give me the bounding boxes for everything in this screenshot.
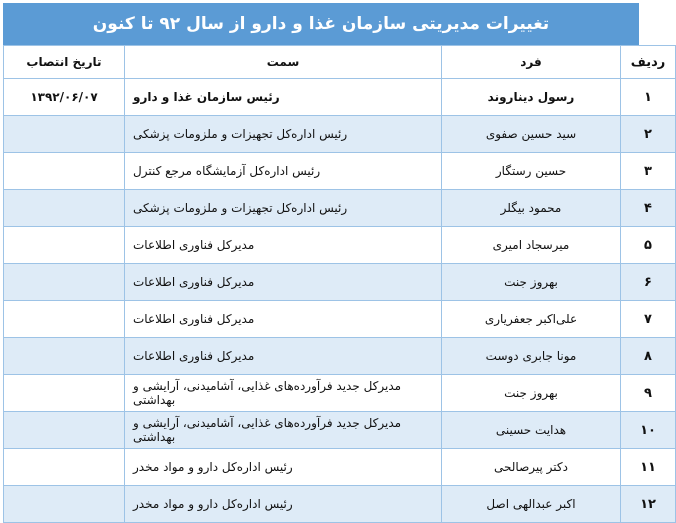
row-role: رئیس اداره‌کل آزمایشگاه مرجع کنترل	[125, 153, 442, 190]
row-role: مدیرکل فناوری اطلاعات	[125, 301, 442, 338]
row-role: مدیرکل فناوری اطلاعات	[125, 264, 442, 301]
table-title: تغییرات مدیریتی سازمان غذا و دارو از سال ۹۲ تا کنون	[3, 3, 639, 45]
row-person: علی‌اکبر جعفریاری	[442, 301, 621, 338]
row-role: رئیس اداره‌کل تجهیزات و ملزومات پزشکی	[125, 116, 442, 153]
row-person: دکتر پیرصالحی	[442, 449, 621, 486]
header-date: تاریخ انتصاب	[4, 46, 125, 79]
row-num: ۹	[621, 375, 676, 412]
row-person: میرسجاد امیری	[442, 227, 621, 264]
row-date	[4, 449, 125, 486]
row-role: مدیرکل جدید فرآورده‌های غذایی، آشامیدنی، آرایشی و بهداشتی	[125, 412, 442, 449]
row-role: رئیس اداره‌کل دارو و مواد مخدر	[125, 449, 442, 486]
row-role: رئیس سازمان غذا و دارو	[125, 79, 442, 116]
table-row	[4, 486, 676, 523]
row-person: رسول دیناروند	[442, 79, 621, 116]
table-row	[4, 375, 676, 412]
row-date	[4, 412, 125, 449]
row-role: مدیرکل جدید فرآورده‌های غذایی، آشامیدنی، آرایشی و بهداشتی	[125, 375, 442, 412]
row-num: ۷	[621, 301, 676, 338]
row-date	[4, 338, 125, 375]
row-role: رئیس اداره‌کل تجهیزات و ملزومات پزشکی	[125, 190, 442, 227]
table-row	[4, 301, 676, 338]
row-num: ۵	[621, 227, 676, 264]
row-role: مدیرکل فناوری اطلاعات	[125, 338, 442, 375]
row-date	[4, 375, 125, 412]
row-date: ۱۳۹۲/۰۶/۰۷	[4, 79, 125, 116]
table-row	[4, 153, 676, 190]
table-row	[4, 116, 676, 153]
row-date	[4, 227, 125, 264]
row-person: بهروز جنت	[442, 264, 621, 301]
row-date	[4, 153, 125, 190]
management-changes-table	[3, 45, 676, 523]
header-num: ردیف	[621, 46, 676, 79]
row-num: ۴	[621, 190, 676, 227]
header-row	[4, 46, 676, 79]
row-role: رئیس اداره‌کل دارو و مواد مخدر	[125, 486, 442, 523]
row-num: ۲	[621, 116, 676, 153]
row-num: ۶	[621, 264, 676, 301]
table-row	[4, 190, 676, 227]
row-num: ۱۲	[621, 486, 676, 523]
row-num: ۱۰	[621, 412, 676, 449]
table-row	[4, 338, 676, 375]
table-row	[4, 264, 676, 301]
row-person: سید حسین صفوی	[442, 116, 621, 153]
row-person: بهروز جنت	[442, 375, 621, 412]
row-date	[4, 190, 125, 227]
row-role: مدیرکل فناوری اطلاعات	[125, 227, 442, 264]
table-row	[4, 412, 676, 449]
header-person: فرد	[442, 46, 621, 79]
row-num: ۳	[621, 153, 676, 190]
table-row	[4, 449, 676, 486]
row-person: حسین رستگار	[442, 153, 621, 190]
row-num: ۸	[621, 338, 676, 375]
row-date	[4, 264, 125, 301]
row-date	[4, 301, 125, 338]
row-person: محمود بیگلر	[442, 190, 621, 227]
row-date	[4, 486, 125, 523]
row-person: اکبر عبدالهی اصل	[442, 486, 621, 523]
row-person: هدایت حسینی	[442, 412, 621, 449]
header-role: سمت	[125, 46, 442, 79]
row-person: مونا جابری دوست	[442, 338, 621, 375]
table-row	[4, 79, 676, 116]
row-date	[4, 116, 125, 153]
row-num: ۱۱	[621, 449, 676, 486]
table-row	[4, 227, 676, 264]
row-num: ۱	[621, 79, 676, 116]
